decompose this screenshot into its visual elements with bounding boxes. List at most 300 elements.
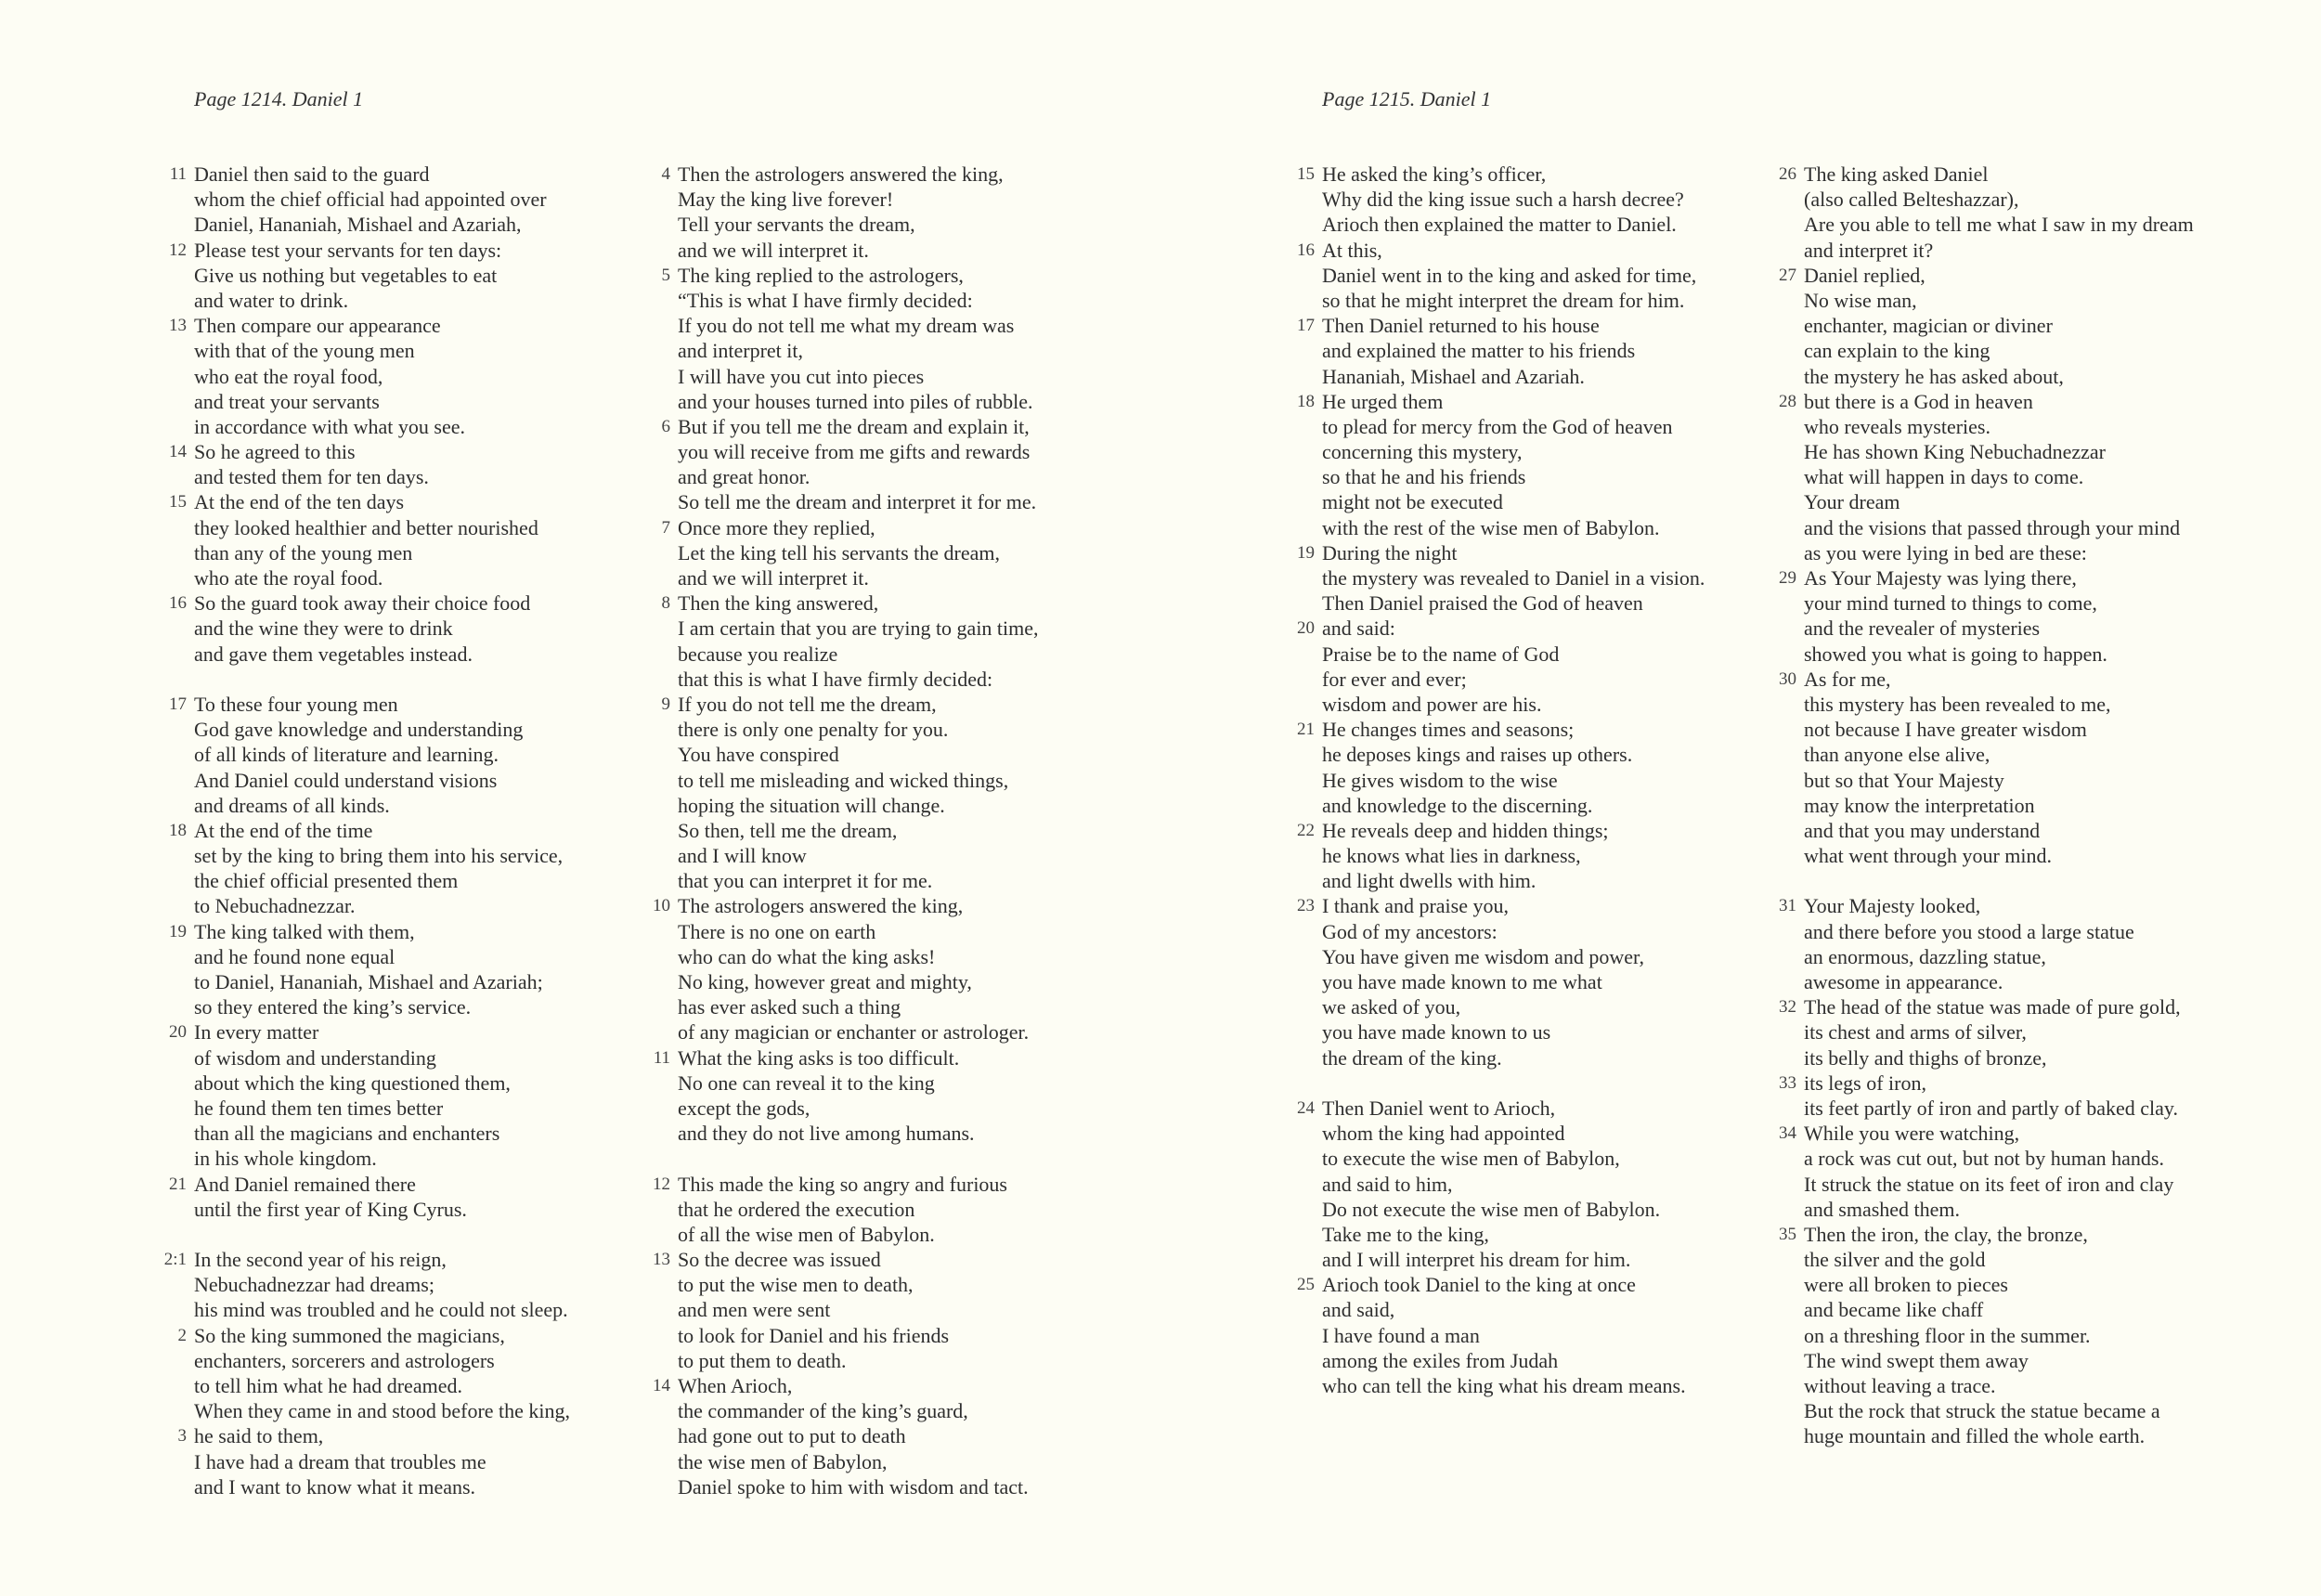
verse-line xyxy=(194,1474,751,1499)
verse-text: to Daniel, Hananiah, Mishael and Azariah; xyxy=(194,970,543,993)
verse-text: and men were sent xyxy=(678,1298,831,1322)
verse-line xyxy=(194,364,751,389)
verse-text: what will happen in days to come. xyxy=(1804,465,2084,489)
verse-text: the mystery was revealed to Daniel in a vision. xyxy=(1322,566,1705,590)
verse-text: I have had a dream that troubles me xyxy=(194,1449,486,1473)
verse-number: 22 xyxy=(1297,820,1315,840)
verse-line xyxy=(1804,742,2321,767)
verse-text: and explained the matter to his friends xyxy=(1322,339,1636,363)
verse-line xyxy=(678,1297,1235,1322)
verse-number: 34 xyxy=(1779,1123,1796,1144)
verse-text: and he found none equal xyxy=(194,944,395,968)
verse-line xyxy=(194,868,751,893)
verse-line xyxy=(661,414,1235,439)
verse-line xyxy=(194,793,751,818)
verse-text: the commander of the king’s guard, xyxy=(678,1399,968,1423)
verse-text: than all the magicians and enchanters xyxy=(194,1122,500,1146)
verse-text: Then Daniel went to Arioch, xyxy=(1322,1096,1556,1120)
verse-text: with that of the young men xyxy=(194,339,415,363)
verse-line xyxy=(1804,414,2321,439)
verse-line xyxy=(1804,692,2321,717)
verse-line xyxy=(678,944,1235,969)
verse-text: He gives wisdom to the wise xyxy=(1322,768,1558,792)
verse-text: set by the king to bring them into his service, xyxy=(194,844,564,868)
verse-line xyxy=(678,843,1235,868)
verse-line xyxy=(678,464,1235,489)
verse-line xyxy=(1804,489,2321,514)
verse-number: 31 xyxy=(1779,896,1796,916)
verse-text: I have found a man xyxy=(1322,1323,1480,1347)
verse-line xyxy=(1804,1423,2321,1448)
verse-line xyxy=(661,590,1235,616)
verse-text: of any magician or enchanter or astrologer. xyxy=(678,1020,1030,1045)
verse-text: were all broken to pieces xyxy=(1804,1273,2008,1297)
verse-text: There is no one on earth xyxy=(678,919,876,943)
verse-text: but so that Your Majesty xyxy=(1804,768,2004,792)
verse-number: 33 xyxy=(1779,1072,1796,1093)
right-page-column-1 xyxy=(1297,162,1879,1398)
verse-text: except the gods, xyxy=(678,1096,810,1120)
verse-text: what went through your mind. xyxy=(1804,844,2053,868)
verse-text: had gone out to put to death xyxy=(678,1424,906,1448)
verse-text: to Nebuchadnezzar. xyxy=(194,894,356,918)
verse-text: During the night xyxy=(1322,540,1458,564)
verse-line xyxy=(194,969,751,994)
verse-text: that he ordered the execution xyxy=(678,1197,915,1221)
verse-text: Hananiah, Mishael and Azariah. xyxy=(1322,364,1585,388)
verse-number: 27 xyxy=(1779,265,1796,285)
verse-text: It struck the statue on its feet of iron and clay xyxy=(1804,1172,2174,1196)
verse-line xyxy=(1322,364,1879,389)
verse-text: and light dwells with him. xyxy=(1322,869,1537,893)
verse-number: 17 xyxy=(169,694,187,714)
verse-text: Why did the king issue such a harsh decree? xyxy=(1322,188,1684,212)
left-page-header: Page 1214. Daniel 1 xyxy=(194,87,364,110)
verse-line xyxy=(653,1247,1235,1272)
verse-number: 35 xyxy=(1779,1224,1796,1244)
verse-text: and the visions that passed through your mind xyxy=(1804,515,2181,539)
verse-text: and knowledge to the discerning. xyxy=(1322,793,1593,817)
verse-line xyxy=(1322,439,1879,464)
stanza-gap xyxy=(1804,868,2321,893)
verse-text: we asked of you, xyxy=(1322,995,1461,1019)
verse-text: but there is a God in heaven xyxy=(1804,389,2033,413)
verse-text: When Arioch, xyxy=(678,1374,793,1397)
verse-text: so they entered the king’s service. xyxy=(194,995,472,1019)
verse-line xyxy=(194,1398,751,1423)
verse-line xyxy=(194,212,751,237)
verse-line xyxy=(1779,1070,2321,1096)
verse-text: its belly and thighs of bronze, xyxy=(1804,1045,2047,1070)
stanza-gap xyxy=(194,667,751,692)
verse-line xyxy=(678,489,1235,514)
verse-line xyxy=(678,439,1235,464)
verse-line xyxy=(678,717,1235,742)
verse-line xyxy=(678,364,1235,389)
verse-text: Once more they replied, xyxy=(678,515,875,539)
verse-line xyxy=(1804,515,2321,540)
verse-line xyxy=(1322,944,1879,969)
verse-text: As Your Majesty was lying there, xyxy=(1804,566,2077,590)
verse-line xyxy=(194,288,751,313)
verse-text: Daniel went in to the king and asked for time, xyxy=(1322,263,1697,287)
verse-text: who can tell the king what his dream means. xyxy=(1322,1374,1686,1397)
verse-text: He asked the king’s officer, xyxy=(1322,162,1547,186)
verse-line xyxy=(653,1373,1235,1398)
verse-line xyxy=(678,238,1235,263)
verse-line xyxy=(194,1297,751,1322)
verse-text: If you do not tell me what my dream was xyxy=(678,314,1015,338)
verse-text: You have conspired xyxy=(678,743,839,767)
verse-text: In the second year of his reign, xyxy=(194,1248,447,1272)
verse-text: of all the wise men of Babylon. xyxy=(678,1222,935,1246)
verse-line xyxy=(678,1474,1235,1499)
verse-line xyxy=(1322,187,1879,212)
verse-text: Give us nothing but vegetables to eat xyxy=(194,263,498,287)
verse-text: hoping the situation will change. xyxy=(678,793,945,817)
verse-text: Tell your servants the dream, xyxy=(678,213,915,237)
verse-line xyxy=(678,768,1235,793)
verse-text: To these four young men xyxy=(194,692,398,716)
verse-text: to tell me misleading and wicked things, xyxy=(678,768,1009,792)
verse-line xyxy=(1322,1019,1879,1045)
verse-line xyxy=(1804,288,2321,313)
verse-text: He has shown King Nebuchadnezzar xyxy=(1804,440,2106,464)
verse-line xyxy=(678,212,1235,237)
verse-number: 19 xyxy=(1297,542,1315,563)
verse-text: for ever and ever; xyxy=(1322,667,1467,691)
verse-text: and interpret it? xyxy=(1804,238,1934,262)
verse-line xyxy=(1804,843,2321,868)
verse-line xyxy=(1804,969,2321,994)
verse-number: 28 xyxy=(1779,391,1796,411)
verse-line xyxy=(1322,768,1879,793)
verse-number: 21 xyxy=(1297,720,1315,740)
verse-line xyxy=(1322,742,1879,767)
verse-text: But the rock that struck the statue became a xyxy=(1804,1399,2160,1423)
verse-number: 13 xyxy=(169,316,187,336)
verse-line xyxy=(678,1423,1235,1448)
verse-line xyxy=(1322,793,1879,818)
verse-line xyxy=(1804,944,2321,969)
verse-text: and treat your servants xyxy=(194,389,380,413)
verse-text: has ever asked such a thing xyxy=(678,995,901,1019)
verse-text: who eat the royal food, xyxy=(194,364,383,388)
verse-number: 14 xyxy=(169,442,187,462)
verse-text: the dream of the king. xyxy=(1322,1045,1502,1070)
verse-number: 32 xyxy=(1779,997,1796,1018)
verse-line xyxy=(1322,692,1879,717)
verse-text: and I will interpret his dream for him. xyxy=(1322,1248,1631,1272)
verse-line xyxy=(169,439,751,464)
verse-text: of all kinds of literature and learning. xyxy=(194,743,499,767)
verse-text: and became like chaff xyxy=(1804,1298,1984,1322)
verse-text: “This is what I have firmly decided: xyxy=(678,288,973,312)
verse-text: and they do not live among humans. xyxy=(678,1122,975,1146)
verse-line xyxy=(1804,919,2321,944)
verse-line xyxy=(1804,238,2321,263)
verse-number: 14 xyxy=(653,1376,670,1395)
verse-line xyxy=(653,1045,1235,1070)
verse-line xyxy=(1322,464,1879,489)
verse-text: and we will interpret it. xyxy=(678,238,869,262)
verse-line xyxy=(194,1348,751,1373)
verse-line xyxy=(1804,540,2321,565)
verse-number: 10 xyxy=(653,896,670,916)
verse-line xyxy=(1804,1096,2321,1121)
verse-text: and tested them for ten days. xyxy=(194,465,429,489)
verse-text: to put the wise men to death, xyxy=(678,1273,914,1297)
verse-text: and said to him, xyxy=(1322,1172,1453,1196)
verse-line xyxy=(1804,439,2321,464)
verse-line xyxy=(1804,1297,2321,1322)
verse-line xyxy=(1322,1348,1879,1373)
verse-text: the mystery he has asked about, xyxy=(1804,364,2064,388)
verse-text: Then Daniel praised the God of heaven xyxy=(1322,591,1643,616)
verse-line xyxy=(1804,717,2321,742)
left-page-column-2 xyxy=(653,162,1235,1499)
verse-text: So he agreed to this xyxy=(194,440,356,464)
verse-text: and we will interpret it. xyxy=(678,566,869,590)
verse-number: 20 xyxy=(169,1022,187,1043)
verse-text: Do not execute the wise men of Babylon. xyxy=(1322,1197,1661,1221)
verse-line xyxy=(194,1146,751,1171)
verse-text: its feet partly of iron and partly of baked clay. xyxy=(1804,1096,2178,1120)
verse-line xyxy=(194,994,751,1019)
verse-line xyxy=(194,717,751,742)
verse-text: about which the king questioned them, xyxy=(194,1070,511,1095)
verse-text: enchanters, sorcerers and astrologers xyxy=(194,1348,495,1372)
verse-text: Then the iron, the clay, the bronze, xyxy=(1804,1222,2088,1246)
verse-text: among the exiles from Judah xyxy=(1322,1348,1559,1372)
verse-line xyxy=(678,1096,1235,1121)
verse-text: At this, xyxy=(1322,238,1382,262)
verse-text: might not be executed xyxy=(1322,490,1503,514)
verse-line xyxy=(1322,843,1879,868)
verse-line xyxy=(1297,616,1879,641)
verse-line xyxy=(194,1121,751,1146)
verse-text: your mind turned to things to come, xyxy=(1804,591,2097,616)
verse-number: 20 xyxy=(1297,618,1315,639)
verse-line xyxy=(194,1449,751,1474)
verse-line xyxy=(1322,515,1879,540)
verse-line xyxy=(1322,642,1879,667)
verse-line xyxy=(194,944,751,969)
verse-line xyxy=(1297,717,1879,742)
verse-number: 2 xyxy=(177,1325,187,1345)
verse-line xyxy=(678,338,1235,363)
verse-number: 2:1 xyxy=(163,1250,187,1270)
verse-line xyxy=(678,667,1235,692)
verse-line xyxy=(1804,364,2321,389)
verse-line xyxy=(1322,338,1879,363)
verse-number: 29 xyxy=(1779,568,1796,588)
verse-line xyxy=(1322,1197,1879,1222)
verse-line xyxy=(1804,1146,2321,1171)
verse-line xyxy=(169,489,751,514)
verse-line xyxy=(1322,288,1879,313)
verse-line xyxy=(1322,919,1879,944)
verse-number: 18 xyxy=(169,820,187,840)
verse-number: 23 xyxy=(1297,896,1315,916)
verse-text: Then compare our appearance xyxy=(194,314,441,338)
verse-text: God of my ancestors: xyxy=(1322,919,1498,943)
verse-text: that you can interpret it for me. xyxy=(678,869,933,893)
verse-line xyxy=(678,1348,1235,1373)
verse-line xyxy=(169,238,751,263)
verse-line xyxy=(678,1070,1235,1096)
verse-line xyxy=(1804,642,2321,667)
verse-text: God gave knowledge and understanding xyxy=(194,718,524,742)
verse-text: Daniel replied, xyxy=(1804,263,1926,287)
verse-text: who reveals mysteries. xyxy=(1804,414,1990,438)
verse-line xyxy=(653,1172,1235,1197)
verse-text: he deposes kings and raises up others. xyxy=(1322,743,1633,767)
right-page-column-2 xyxy=(1779,162,2321,1449)
verse-line xyxy=(1779,994,2321,1019)
verse-line xyxy=(1297,313,1879,338)
verse-text: the chief official presented them xyxy=(194,869,459,893)
verse-number: 18 xyxy=(1297,391,1315,411)
verse-text: No wise man, xyxy=(1804,288,1917,312)
verse-line xyxy=(678,1197,1235,1222)
verse-line xyxy=(194,642,751,667)
verse-number: 24 xyxy=(1297,1097,1315,1118)
verse-line xyxy=(678,969,1235,994)
verse-line xyxy=(194,1096,751,1121)
verse-line xyxy=(678,288,1235,313)
verse-text: Arioch then explained the matter to Daniel. xyxy=(1322,213,1677,237)
verse-text: Arioch took Daniel to the king at once xyxy=(1322,1273,1636,1297)
verse-text: than anyone else alive, xyxy=(1804,743,1990,767)
verse-text: He changes times and seasons; xyxy=(1322,718,1575,742)
verse-number: 19 xyxy=(169,921,187,941)
verse-text: Daniel, Hananiah, Mishael and Azariah, xyxy=(194,213,522,237)
verse-line xyxy=(169,313,751,338)
verse-line xyxy=(1804,187,2321,212)
verse-text: until the first year of King Cyrus. xyxy=(194,1197,467,1221)
verse-text: so that he and his friends xyxy=(1322,465,1526,489)
verse-text: you will receive from me gifts and rewards xyxy=(678,440,1031,464)
verse-line xyxy=(177,1323,751,1348)
verse-line xyxy=(1322,1373,1879,1398)
verse-line xyxy=(678,742,1235,767)
verse-number: 9 xyxy=(661,694,670,714)
verse-text: What the king asks is too difficult. xyxy=(678,1045,960,1070)
verse-number: 11 xyxy=(169,164,187,184)
verse-line xyxy=(1779,565,2321,590)
verse-text: to look for Daniel and his friends xyxy=(678,1323,950,1347)
verse-text: they looked healthier and better nourished xyxy=(194,515,538,539)
verse-line xyxy=(194,616,751,641)
verse-text: showed you what is going to happen. xyxy=(1804,642,2107,666)
verse-number: 17 xyxy=(1297,316,1315,336)
verse-line xyxy=(661,263,1235,288)
verse-text: Praise be to the name of God xyxy=(1322,642,1560,666)
verse-text: and I want to know what it means. xyxy=(194,1474,476,1499)
verse-line xyxy=(1804,338,2321,363)
verse-line xyxy=(1322,590,1879,616)
verse-text: on a threshing floor in the summer. xyxy=(1804,1323,2091,1347)
verse-line xyxy=(1804,768,2321,793)
verse-line xyxy=(678,1019,1235,1045)
verse-line xyxy=(194,540,751,565)
verse-line xyxy=(1322,1323,1879,1348)
verse-line xyxy=(678,1121,1235,1146)
verse-text: Daniel spoke to him with wisdom and tact. xyxy=(678,1474,1029,1499)
verse-text: than any of the young men xyxy=(194,540,413,564)
verse-text: whom the chief official had appointed over xyxy=(194,188,547,212)
right-page-header: Page 1215. Daniel 1 xyxy=(1322,87,1492,110)
verse-text: and water to drink. xyxy=(194,288,349,312)
verse-line xyxy=(1804,1247,2321,1272)
verse-text: No king, however great and mighty, xyxy=(678,970,972,993)
stanza-gap xyxy=(194,1222,751,1247)
verse-text: At the end of the time xyxy=(194,818,373,842)
verse-text: an enormous, dazzling statue, xyxy=(1804,944,2046,968)
verse-line xyxy=(194,1272,751,1297)
verse-text: he found them ten times better xyxy=(194,1096,444,1120)
verse-text: and great honor. xyxy=(678,465,810,489)
verse-number: 30 xyxy=(1779,668,1796,689)
verse-text: of wisdom and understanding xyxy=(194,1045,436,1070)
verse-line xyxy=(194,464,751,489)
verse-line xyxy=(194,565,751,590)
verse-text: whom the king had appointed xyxy=(1322,1122,1565,1146)
verse-number: 26 xyxy=(1779,164,1796,184)
verse-line xyxy=(1804,1272,2321,1297)
verse-text: to plead for mercy from the God of heaven xyxy=(1322,414,1673,438)
verse-text: The king talked with them, xyxy=(194,919,415,943)
verse-line xyxy=(169,919,751,944)
verse-text: its chest and arms of silver, xyxy=(1804,1020,2027,1045)
verse-line xyxy=(1804,1373,2321,1398)
verse-line xyxy=(1804,1045,2321,1070)
verse-line xyxy=(678,793,1235,818)
verse-text: and gave them vegetables instead. xyxy=(194,642,473,666)
verse-text: to tell him what he had dreamed. xyxy=(194,1374,462,1397)
verse-line xyxy=(169,1019,751,1045)
verse-text: Then Daniel returned to his house xyxy=(1322,314,1600,338)
verse-text: you have made known to us xyxy=(1322,1020,1551,1045)
verse-text: who can do what the king asks! xyxy=(678,944,936,968)
verse-text: wisdom and power are his. xyxy=(1322,692,1542,716)
verse-line xyxy=(1804,1197,2321,1222)
verse-line xyxy=(1804,464,2321,489)
verse-line xyxy=(1804,1348,2321,1373)
verse-text: So the decree was issued xyxy=(678,1248,881,1272)
verse-line xyxy=(678,868,1235,893)
verse-number: 7 xyxy=(661,517,670,538)
verse-text: At the end of the ten days xyxy=(194,490,405,514)
verse-number: 5 xyxy=(661,265,670,285)
verse-text: not because I have greater wisdom xyxy=(1804,718,2087,742)
verse-text: So the king summoned the magicians, xyxy=(194,1323,505,1347)
verse-line xyxy=(678,1222,1235,1247)
verse-line xyxy=(177,1423,751,1448)
verse-line xyxy=(678,616,1235,641)
verse-text: Then the astrologers answered the king, xyxy=(678,162,1004,186)
verse-text: (also called Belteshazzar), xyxy=(1804,188,2019,212)
verse-line xyxy=(1779,162,2321,187)
verse-text: As for me, xyxy=(1804,667,1891,691)
verse-line xyxy=(1779,263,2321,288)
verse-line xyxy=(1322,969,1879,994)
verse-line xyxy=(194,1070,751,1096)
verse-line xyxy=(1322,1172,1879,1197)
verse-text: He urged them xyxy=(1322,389,1444,413)
verse-text: enchanter, magician or diviner xyxy=(1804,314,2053,338)
